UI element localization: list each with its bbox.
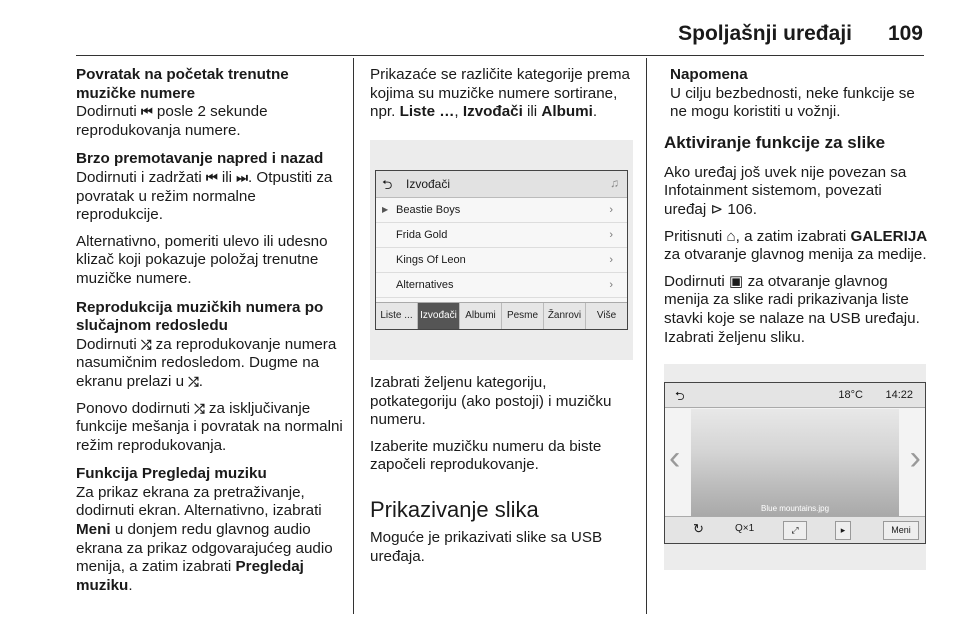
list-item[interactable]: [376, 248, 627, 273]
chevron-right-icon: ›: [609, 229, 613, 241]
list-item-label: Kings Of Leon: [396, 254, 466, 266]
section-heading: Aktiviranje funkcije za slike: [664, 132, 886, 152]
column-2: [370, 66, 636, 130]
column-3: [664, 66, 928, 355]
tab-more[interactable]: Više: [596, 310, 617, 321]
list-item-label: Alternatives: [396, 279, 454, 291]
list-item[interactable]: [376, 198, 627, 223]
gallery-screen-figure: [664, 364, 926, 570]
shuffle-icon: ⤮: [141, 336, 152, 352]
paragraph: Dodirnuti ⤮ za reprodukovanje numera nasumičnim redosledom. Dugme na ekranu prelazi u ⤮.: [76, 335, 337, 390]
clock: 14:22: [885, 389, 913, 401]
section-heading-large: Prikazivanje slika: [370, 496, 539, 522]
screen-title: Izvođači: [406, 177, 451, 191]
paragraph: Ako uređaj još uvek nije povezan sa Infotainment sistemom, povezati uređaj ⊳ 106.: [664, 163, 907, 218]
skip-forward-icon: ⏭: [236, 169, 248, 185]
page-title: Spoljašnji uređaji: [678, 22, 852, 45]
paragraph: Izabrati željenu kategoriju, potkategoriju (ako postoji) i muzičku numeru.: [370, 374, 612, 429]
zoom-button[interactable]: Q×1: [735, 523, 755, 534]
picture-caption: Blue mountains.jpg: [761, 504, 830, 513]
list-item[interactable]: [376, 223, 627, 248]
next-picture-icon[interactable]: ›: [909, 439, 921, 477]
column-2-lower: [370, 374, 636, 574]
page-header: [0, 0, 960, 56]
paragraph: Dodirnuti ▣ za otvaranje glavnog menija za slike radi prikazivanja liste stavki koje se nalaze na USB uređaju. Izabrati željenu sliku.: [664, 272, 920, 346]
section-heading: Reprodukcija muzičkih numera po slučajnom redosledu: [76, 298, 324, 335]
section-heading: Funkcija Pregledaj muziku: [76, 465, 267, 483]
paragraph: Izaberite muzičku numeru da biste započeli reprodukovanje.: [370, 437, 602, 474]
screen-title-bar: [376, 171, 627, 198]
tab-songs[interactable]: Pesme: [502, 303, 544, 329]
paragraph: Prikazaće se različite kategorije prema kojima su muzičke numere sortirane, npr. Liste …, Izvođači ili Albumi.: [370, 66, 630, 121]
tab-artists[interactable]: Izvođači: [418, 303, 460, 329]
note-heading: Napomena: [670, 66, 748, 83]
previous-picture-icon[interactable]: ‹: [669, 439, 681, 477]
chevron-right-icon: ›: [609, 279, 613, 291]
back-arrow-icon[interactable]: ⮌: [382, 177, 393, 192]
home-icon: ⌂: [726, 227, 736, 245]
tab-genres[interactable]: Žanrovi: [544, 303, 586, 329]
tab-lists[interactable]: Liste ...: [376, 303, 418, 329]
temperature: 18°C: [838, 389, 863, 401]
section-heading: Povratak na početak trenutne muzičke numere: [76, 66, 289, 102]
list-item[interactable]: [376, 273, 627, 298]
play-marker-icon: ▶: [382, 205, 389, 214]
skip-back-icon: ⏮: [206, 169, 218, 185]
picture-icon: ▣: [729, 272, 744, 290]
slideshow-play-button[interactable]: ▸: [835, 521, 851, 540]
column-divider-1: [353, 58, 354, 614]
paragraph: Moguće je prikazivati slike sa USB uređaja.: [370, 528, 603, 565]
music-note-icon: ♫: [610, 176, 619, 190]
list-item-label: Beastie Boys: [396, 204, 461, 216]
paragraph: Pritisnuti ⌂, a zatim izabrati GALERIJA za otvaranje glavnog menija za medije.: [664, 227, 928, 264]
paragraph: Za prikaz ekrana za pretraživanje, dodirnuti ekran. Alternativno, izabrati Meni u donjem redu glavnog audio ekrana za prikaz odgovarajućeg audio menija, a zatim izabrati Pregledaj muziku.: [76, 483, 333, 594]
chevron-right-icon: ›: [609, 254, 613, 266]
picture-view[interactable]: [691, 409, 899, 517]
artist-screen-figure: [370, 140, 633, 360]
menu-button[interactable]: Meni: [883, 521, 919, 540]
skip-back-icon: ⏮: [141, 104, 153, 120]
gallery-screen: [664, 382, 926, 544]
category-tabs: [376, 302, 627, 329]
reference-arrow-icon: ⊳: [710, 200, 724, 218]
gallery-bottom-bar: [665, 516, 925, 543]
fit-button[interactable]: ⤢: [783, 521, 807, 540]
artist-screen: [375, 170, 628, 330]
paragraph: Dodirnuti i zadržati ⏮ ili ⏭. Otpustiti za povratak u režim normalne reprodukcije.: [76, 168, 333, 224]
list-item-label: Frida Gold: [396, 229, 448, 241]
header-rule: [76, 55, 924, 56]
back-arrow-icon[interactable]: ⮌: [675, 389, 685, 403]
note-box: [664, 66, 928, 122]
gallery-top-bar: [665, 383, 925, 408]
paragraph: Ponovo dodirnuti ⤮ za isključivanje funkcije mešanja i povratak na normalni režim reprodukovanja.: [76, 399, 343, 454]
paragraph: Alternativno, pomeriti ulevo ili udesno klizač koji pokazuje položaj trenutne muzičke numere.: [76, 232, 328, 287]
column-1: [76, 66, 346, 605]
shuffle-active-icon: ⤮: [188, 373, 199, 389]
section-heading: Brzo premotavanje napred i nazad: [76, 150, 324, 168]
chevron-right-icon: ›: [609, 204, 613, 216]
tab-albums[interactable]: Albumi: [460, 303, 502, 329]
page-number: 109: [887, 22, 923, 45]
note-text: U cilju bezbednosti, neke funkcije se ne mogu koristiti u vožnji.: [670, 84, 915, 121]
rotate-icon[interactable]: ↻: [693, 521, 704, 536]
paragraph: Dodirnuti ⏮ posle 2 sekunde reprodukovanja numere.: [76, 103, 268, 139]
shuffle-active-icon: ⤮: [194, 400, 205, 416]
column-divider-2: [646, 58, 647, 614]
